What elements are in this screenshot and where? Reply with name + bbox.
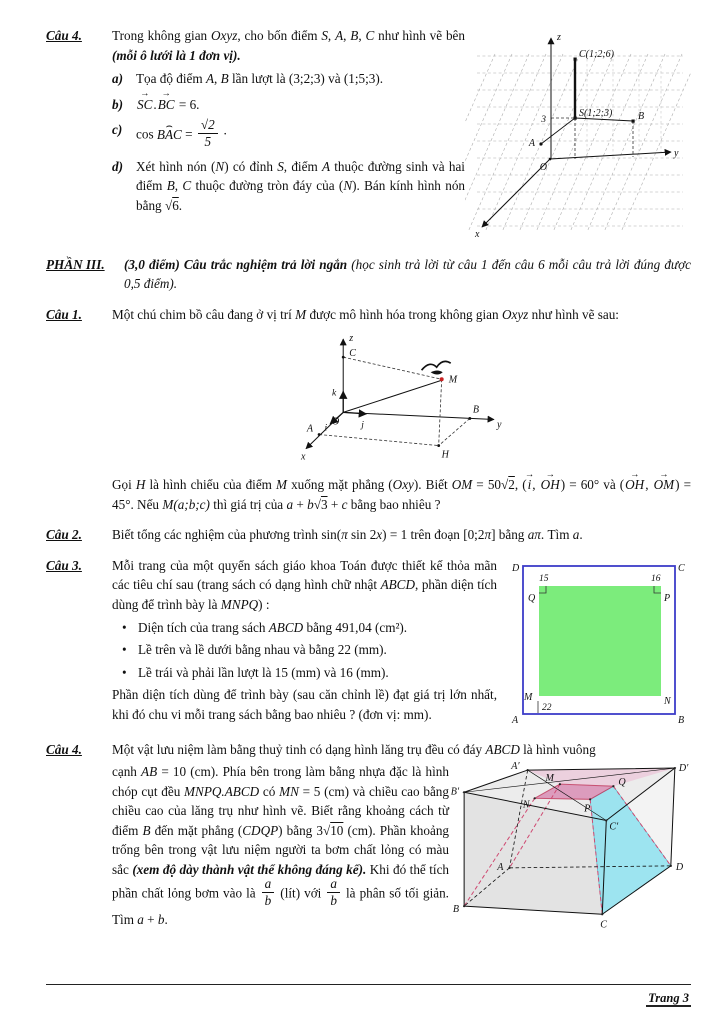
fig2-label-i: i [323,422,327,434]
om-segment [343,380,441,412]
fig4-label-n: N [522,799,530,811]
question-label: Câu 3. [46,557,82,573]
bullet-icon: • [122,664,127,680]
question-label: Câu 4. [46,742,82,758]
criterion-2-text: Lề trên và lề dưới bằng nhau và bằng 22 (mm). [138,642,387,658]
prism-frustum-svg [449,762,691,933]
fig1-label-a: A [528,138,535,149]
fig1-label-o: O [539,162,547,173]
fig2-label-o: O [331,416,339,428]
fig3-label-b: B [678,714,685,726]
question-body [112,740,691,938]
oxyz-grid-svg [465,26,691,240]
fig4-label-q: Q [618,777,626,789]
statement-b-label: b) [112,96,123,112]
statement-b [112,95,465,115]
question-label: Câu 4. [46,28,82,43]
fig1-label-c: C(1;2;6) [579,49,614,60]
fig2-label-b: B [472,404,479,416]
fig4-label-c-prime: C′ [609,821,619,833]
fig3-label-c: C [678,562,685,574]
point-m [439,377,443,381]
bird-icon [421,362,450,375]
fig3-label-16: 16 [651,573,661,584]
page-footer [46,984,691,1008]
statement-a-label: a) [112,71,123,87]
criterion-3-text: Lề trái và phải lần lượt là 15 (mm) và 16 (mm). [138,664,389,680]
question-3-block [46,556,691,732]
fig2-label-m: M [448,374,457,386]
fig1-label-s: S(1;2;3) [579,108,613,119]
print-area-rect [539,586,661,696]
statement-c [112,117,465,151]
part3-label: PHẦN III. [46,256,105,272]
question-3-text-col [112,556,497,732]
question-text-with-figure [112,762,691,929]
grid-lines [465,54,691,232]
question-text-lead: Một vật lưu niệm làm bằng thuỷ tinh có dạng hình lăng trụ đều có đáy ABCD là hình vuông [112,742,596,758]
statement-c-text: cos BAC ⌢ = $\frac{√2}{5}$ · [136,120,465,151]
fig3-label-15: 15 [539,573,549,584]
fig3-label-n: N [664,695,671,707]
fig4-label-b-prime: B′ [450,786,460,798]
fig2-label-c: C [348,348,356,360]
fig4-label-m: M [545,773,554,785]
statement-d-label: d) [112,158,123,174]
criterion-1 [122,618,497,638]
statement-a-text: Tọa độ điểm A, B lần lượt là (3;2;3) và (1;5;3). [136,71,384,87]
criterion-2 [122,640,497,660]
fig2-label-k: k [331,387,336,399]
statement-d [112,157,465,216]
fig3-label-m: M [524,691,533,703]
question-text-after: Gọi H là hình chiếu của điểm M xuống mặt phẳng (Oxy). Biết OM = 50√2, (i →, OH →) = 60° và (OH →, OM →) = 45°. Nếu M(a;b;c) thì giá trị của a + b√3 + c bằng bao nhiêu ? [112,475,691,514]
question-body [112,556,691,732]
fig4-label-a: A [497,861,504,873]
statement-d-text: Xét hình nón (N) có đỉnh S, điểm A thuộc đường sinh và hai điểm B, C thuộc đường tròn đáy của (N). Bán kính hình nón bằng √6. [136,158,466,213]
criterion-3 [122,663,497,683]
fig4-label-d: D [675,861,684,873]
fig4-label-p: P [584,803,591,815]
question-label: Câu 1. [46,306,82,322]
fig1-label-b: B [638,111,645,122]
figure-wrapper [112,327,691,471]
statement-b-text: SC →.BC → = 6. [136,95,465,115]
fig3-label-a: A [512,714,519,726]
page-number: Trang 3 [648,991,689,1006]
fig4-label-a-prime: A′ [511,761,520,773]
question-label: Câu 2. [46,527,82,543]
figure-book-page [509,556,691,732]
fig2-label-h: H [441,449,449,461]
statement-c-label: c) [112,122,123,138]
question-1-block [46,305,691,517]
points [317,356,471,447]
question-2-block [46,525,691,547]
fig1-label-x: x [475,229,480,240]
criterion-1-text: Diện tích của trang sách ABCD bằng 491,04 (cm²). [138,619,408,635]
fig2-label-j: j [360,419,364,431]
fig2-label-a: A [306,423,313,435]
part3-body [124,255,691,296]
fig3-label-d: D [512,562,520,574]
fig3-label-22: 22 [542,702,552,713]
fig4-label-c: C [600,919,607,931]
pigeon-oxyz-svg [299,327,505,466]
question-text: Mỗi trang của một quyển sách giáo khoa Toán được thiết kế thỏa mãn các tiêu chí sau (trang sách có dạng hình chữ nhật ABCD, phần diện tích dùng để trình bày là MNPQ) : [112,557,497,612]
fig2-label-z: z [348,333,353,345]
fig3-label-q: Q [528,592,536,604]
question-4-part2-block [46,26,691,246]
fig2-label-y: y [496,419,501,431]
question-text-rest: cạnh AB = 10 (cm). Phía bên trong làm bằng nhựa đặc là hình chóp cụt đều MNPQ.ABCD có MN = 5 (cm) và chiều cao bằng chiều cao của lăng trụ như hình vẽ. Biết rằng khoảng cách từ điểm B đến mặt phẳng (CDQP) bằng 3√10 (cm). Phần khoảng trống bên trong vật lưu niệm người ta bơm chất lỏng có màu sắc (xem độ dày thành vật thể không đáng kể). Khi đó thể tích phần chất lỏng bơm vào là $\frac{a}{b}$ (lít) với $\frac{a}{b}$ là phân số tối giản. Tìm a + b. [112,763,450,927]
fig4-label-d-prime: D′ [678,763,689,775]
figure-prism-frustum [449,762,691,939]
question-text: Trong không gian Oxyz, cho bốn điểm S, A, B, C như hình vẽ bên (mỗi ô lưới là 1 đơn vị). [112,28,465,63]
fig1-label-z: z [557,32,561,43]
fig1-label-tick3: 3 [541,115,546,125]
figure-pigeon-oxyz [299,327,505,471]
fig3-label-p: P [664,592,671,604]
book-page-svg [509,556,691,726]
figure-oxyz-grid [465,26,691,246]
bullet-icon: • [122,619,127,635]
bullet-icon: • [122,642,127,658]
question-body [112,305,691,517]
part3-header [46,255,691,296]
question-text-after: Phần diện tích dùng để trình bày (sau căn chỉnh lề) đạt giá trị lớn nhất, khi đó chu vi mỗi trang sách bằng bao nhiêu ? (đơn vị: mm). [112,687,497,722]
dashed-lines [319,357,470,445]
fig4-label-b: B [452,904,460,916]
question-3-layout [112,556,691,732]
question-text: Một chú chim bồ câu đang ở vị trí M được mô hình hóa trong không gian Oxyz như hình vẽ sau: [112,306,619,322]
question-body [112,525,691,547]
question-body [112,26,691,246]
question-4-part3-block [46,740,691,938]
fig1-label-y: y [674,148,679,159]
fig2-label-x: x [300,451,305,463]
statement-a [112,69,465,89]
question-text: Biết tổng các nghiệm của phương trình sin(π sin 2x) = 1 trên đoạn [0;2π] bằng aπ. Tìm a. [112,527,583,543]
part3-text: (3,0 điểm) Câu trắc nghiệm trả lời ngắn (học sinh trả lời từ câu 1 đến câu 6 mỗi câu trả lời đúng được 0,5 điểm). [124,256,692,292]
